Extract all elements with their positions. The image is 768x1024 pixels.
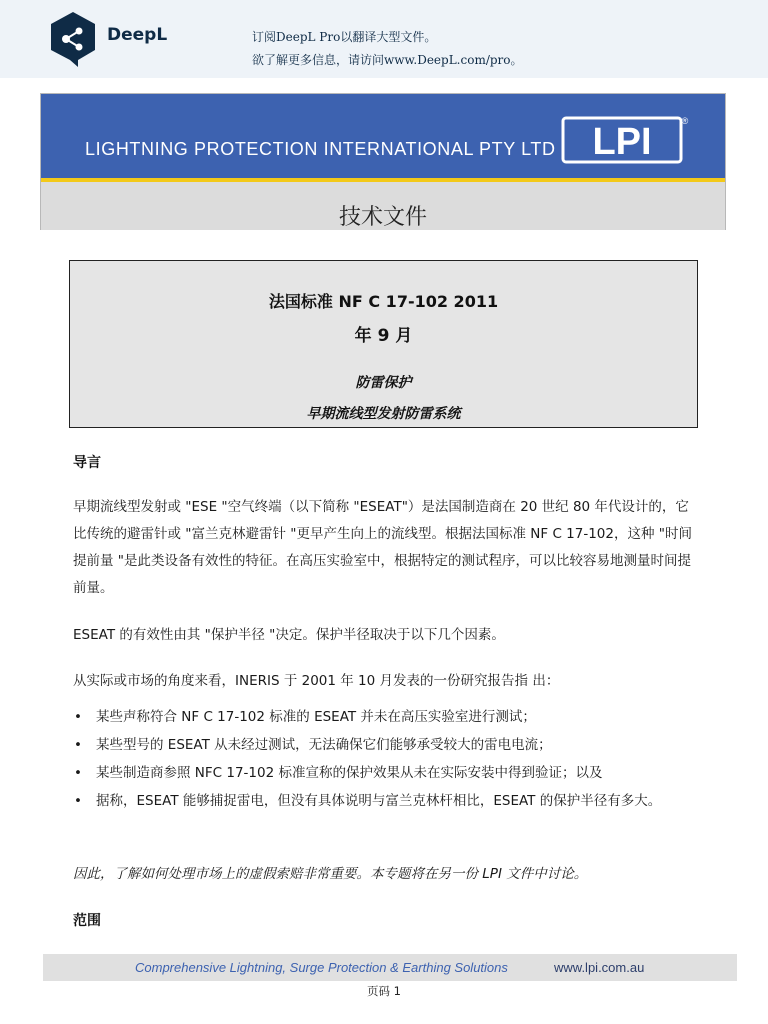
lpi-logo-text: LPI bbox=[592, 121, 652, 163]
deepl-banner bbox=[0, 0, 768, 78]
bullet-icon: • bbox=[74, 709, 82, 725]
standard-title: 法国标准 NF C 17-102 2011 bbox=[268, 292, 499, 311]
page-number: 页码 1 bbox=[367, 984, 401, 998]
deepl-info-link[interactable]: 欲了解更多信息，请访问www.DeepL.com/pro。 bbox=[252, 53, 523, 67]
standard-date: 年 9 月 bbox=[354, 326, 413, 346]
standard-subtitle-2: 早期流线型发射防雷系统 bbox=[306, 406, 461, 422]
footer-website-link[interactable]: www.lpi.com.au bbox=[554, 960, 645, 975]
list-item bbox=[73, 731, 697, 759]
list-item bbox=[73, 703, 697, 731]
list-item bbox=[73, 787, 697, 815]
list-item bbox=[73, 759, 697, 787]
bullet-icon: • bbox=[74, 765, 82, 781]
deepl-subscribe-text: 订阅DeepL Pro以翻译大型文件。 bbox=[252, 30, 437, 44]
standard-title-box bbox=[69, 260, 698, 428]
list-item-text: 某些型号的 ESEAT 从未经过测试，无法确保它们能够承受较大的雷电电流； bbox=[96, 737, 552, 753]
footer-tagline: Comprehensive Lightning, Surge Protection & Earthing Solutions bbox=[135, 960, 508, 975]
standard-subtitle: 防雷保护 bbox=[355, 375, 412, 391]
lpi-logo bbox=[561, 114, 691, 164]
lpi-registered-mark: ® bbox=[681, 116, 689, 126]
list-item-text: 某些制造商参照 NFC 17-102 标准宣称的保护效果从未在实际安装中得到验证；以及 bbox=[96, 765, 603, 781]
intro-paragraph-1: 早期流线型发射或 "ESE "空气终端（以下简称 "ESEAT"）是法国制造商在 20 世纪 80 年代设计的，它比传统的避雷针或 "富兰克林避雷针 "更早产生向上的流线型。根据法国标准 NF C 17-102，这种 "时间提前量 "是此类设备有效性的特征。在高压实验室中，根据特定的测试程序，可以比较容易地测量时间提前量。 bbox=[73, 499, 692, 596]
company-name: LIGHTNING PROTECTION INTERNATIONAL PTY LTD bbox=[85, 139, 556, 159]
intro-paragraph-3: 从实际或市场的角度来看，INERIS 于 2001 年 10 月发表的一份研究报告指 出： bbox=[73, 673, 560, 689]
conclusion-paragraph: 因此，了解如何处理市场上的虚假索赔非常重要。本专题将在另一份 LPI 文件中讨论。 bbox=[73, 866, 588, 882]
list-item-text: 某些声称符合 NF C 17-102 标准的 ESEAT 并未在高压实验室进行测试； bbox=[96, 709, 536, 725]
intro-heading: 导言 bbox=[73, 455, 101, 471]
deepl-brand-name[interactable]: DeepL bbox=[107, 25, 168, 45]
scope-heading: 范围 bbox=[73, 913, 101, 929]
bullet-icon: • bbox=[74, 793, 82, 809]
deepl-logo-icon[interactable] bbox=[48, 10, 98, 68]
intro-paragraph-2: ESEAT 的有效性由其 "保护半径 "决定。保护半径取决于以下几个因素。 bbox=[73, 627, 505, 643]
findings-list bbox=[73, 703, 697, 815]
list-item-text: 据称，ESEAT 能够捕捉雷电，但没有具体说明与富兰克林杆相比，ESEAT 的保护半径有多大。 bbox=[96, 793, 662, 809]
bullet-icon: • bbox=[74, 737, 82, 753]
page-footer bbox=[43, 954, 737, 981]
company-header bbox=[40, 93, 726, 230]
document-type-title: 技术文件 bbox=[338, 205, 427, 230]
